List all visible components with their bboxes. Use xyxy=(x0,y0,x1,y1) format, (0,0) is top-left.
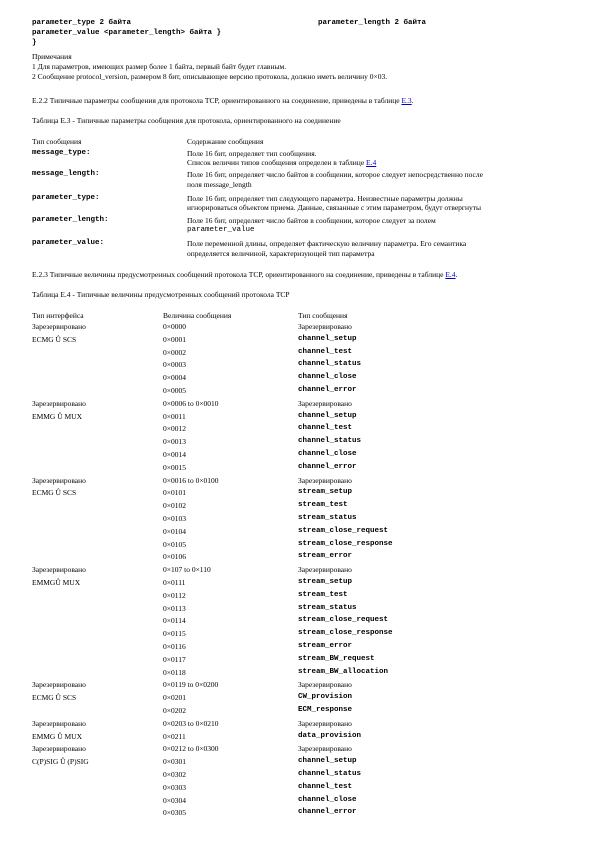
table-e3-row-desc: Поле 16 бит, определяет тип следующего параметра. Неизвестные параметры должны xyxy=(187,194,463,203)
table-e4-cell-value: 0×0105 xyxy=(163,539,186,549)
table-e4-cell-value: 0×0003 xyxy=(163,360,186,370)
table-e4-cell-type: stream_test xyxy=(298,590,348,599)
table-e4-cell-iface: Зарезервировано xyxy=(32,718,86,728)
paragraph-e22 xyxy=(32,96,414,105)
table-e4-cell-value: 0×0004 xyxy=(163,373,186,383)
paragraph-e22-tail: . xyxy=(411,96,414,105)
table-e4-cell-type: CW_provision xyxy=(298,693,353,702)
table-e3-row-desc-text: Список величин типов сообщения определен в таблице xyxy=(187,158,367,167)
table-e4-cell-type: stream_close_response xyxy=(298,539,393,548)
table-e3-row-name: parameter_value: xyxy=(32,239,105,247)
table-e4-cell-value: 0×0118 xyxy=(163,667,186,677)
table-e4-cell-value: 0×0117 xyxy=(163,654,186,664)
table-e4-cell-value: 0×0101 xyxy=(163,488,186,498)
table-e4-cell-type: channel_setup xyxy=(298,411,357,420)
table-e4-cell-type: channel_test xyxy=(298,782,353,791)
table-e4-cell-value: 0×0112 xyxy=(163,590,186,600)
table-e4-cell-type: channel_test xyxy=(298,424,353,433)
table-e4-cell-value: 0×0201 xyxy=(163,693,186,703)
table-e4-cell-iface: ECMG Û SCS xyxy=(32,488,77,498)
table-e3-row-name: parameter_length: xyxy=(32,216,109,224)
table-e4-cell-type: Зарезервировано xyxy=(298,398,352,408)
table-e4-cell-type: channel_status xyxy=(298,360,362,369)
table-e4-cell-value: 0×0104 xyxy=(163,526,186,536)
table-e4-cell-value: 0×0305 xyxy=(163,808,186,818)
table-e3-row-desc: игнорироваться объектом приема. Данные, связанные с этим параметром, будут отвергнуты xyxy=(187,203,482,212)
table-e4-cell-iface: Зарезервировано xyxy=(32,565,86,575)
table-e3-row-desc: определяется величиной, характеризующей тип параметра xyxy=(187,249,375,258)
paragraph-e23 xyxy=(32,270,457,279)
table-e4-cell-type: stream_setup xyxy=(298,578,353,586)
table-e4-cell-type: Зарезервировано xyxy=(298,680,352,690)
table-e4-cell-type: stream_BW_request xyxy=(298,654,375,663)
table-e4-cell-iface: Зарезервировано xyxy=(32,680,86,690)
table-e4-cell-type: stream_status xyxy=(298,514,357,522)
table-e3-link[interactable]: Е.3 xyxy=(401,96,412,105)
table-e3-header-desc: Содержание сообщения xyxy=(187,137,264,146)
table-e4-cell-type: stream_status xyxy=(298,603,357,612)
table-e3-row-name: message_length: xyxy=(32,170,100,178)
table-e4-cell-value: 0×0012 xyxy=(163,424,186,434)
table-e4-cell-iface: Зарезервировано xyxy=(32,322,86,331)
table-e3-row-desc: Поле 16 бит, определяет число байтов в сообщении, которое следует за полем xyxy=(187,216,436,225)
table-e4-cell-type: channel_error xyxy=(298,386,357,394)
table-e4-cell-type: channel_setup xyxy=(298,334,357,343)
syntax-line-1b: parameter_length 2 байта xyxy=(318,19,427,27)
table-e4-cell-value: 0×0001 xyxy=(163,334,186,344)
table-e4-caption: Таблица Е.4 - Типичные величины предусмотренных сообщений протокола TCP xyxy=(32,290,290,299)
table-e4-cell-value: 0×0103 xyxy=(163,514,186,523)
table-e4-cell-type: data_provision xyxy=(298,731,362,740)
table-e4-cell-value: 0×0102 xyxy=(163,501,186,511)
table-e4-cell-value: 0×0115 xyxy=(163,629,186,639)
table-e4-cell-value: 0×107 to 0×110 xyxy=(163,565,211,575)
table-e3-row-desc: Поле 16 бит, определяет число байтов в сообщении, которое следует непосредственно после xyxy=(187,170,483,179)
table-e3-row-desc: parameter_value xyxy=(187,226,255,234)
table-e4-cell-type: stream_error xyxy=(298,642,353,650)
table-e4-cell-type: stream_BW_allocation xyxy=(298,667,389,676)
table-e4-cell-value: 0×0000 xyxy=(163,322,186,331)
table-e4-cell-value: 0×0302 xyxy=(163,770,186,779)
table-e4-link[interactable]: Е.4 xyxy=(366,158,377,167)
table-e4-cell-value: 0×0005 xyxy=(163,386,186,395)
table-e4-cell-value: 0×0002 xyxy=(163,347,186,357)
table-e4-cell-iface: Зарезервировано xyxy=(32,475,86,485)
table-e4-link[interactable]: Е.4 xyxy=(445,270,456,279)
table-e4-cell-value: 0×0203 to 0×0210 xyxy=(163,718,219,728)
table-e3-row-desc: Поле переменной длины, определяет фактическую величину параметра. Его семантика xyxy=(187,239,467,248)
table-e4-cell-value: 0×0304 xyxy=(163,795,186,805)
paragraph-e23-text: Е.2.3 Типичные величины предусмотренных сообщений протокола TCP, ориентированного на соединение, приведены в таблице xyxy=(32,270,446,279)
table-e3-header-name: Тип сообщения xyxy=(32,137,82,146)
table-e4-cell-value: 0×0015 xyxy=(163,462,186,472)
table-e4-cell-type: channel_error xyxy=(298,808,357,817)
table-e4-cell-type: stream_close_response xyxy=(298,629,393,638)
table-e4-cell-value: 0×0119 to 0×0200 xyxy=(163,680,219,690)
table-e3-row-name: message_type: xyxy=(32,149,91,157)
table-e4-cell-type: Зарезервировано xyxy=(298,322,352,331)
table-e4-cell-iface: C(P)SIG Û (P)SIG xyxy=(32,757,89,767)
table-e4-cell-type: Зарезервировано xyxy=(298,475,352,485)
table-e4-cell-type: stream_error xyxy=(298,552,353,561)
table-e4-cell-type: stream_setup xyxy=(298,488,353,497)
table-e4-cell-type: channel_test xyxy=(298,347,353,356)
note-1: 1 Для параметров, имеющих размер более 1 байта, первый байт будет главным. xyxy=(32,62,287,71)
syntax-line-2: parameter_value <parameter_length> байтa } xyxy=(32,29,222,37)
table-e3-row-desc: Поле 16 бит, определяет тип сообщения. xyxy=(187,149,317,158)
table-e4-cell-value: 0×0301 xyxy=(163,757,186,767)
table-e4-cell-value: 0×0116 xyxy=(163,642,186,651)
table-e4-cell-value: 0×0111 xyxy=(163,578,186,587)
table-e4-cell-value: 0×0303 xyxy=(163,782,186,792)
table-e4-cell-type: Зарезервировано xyxy=(298,744,352,754)
table-e4-cell-iface: EMMGÛ MUX xyxy=(32,578,81,587)
syntax-line-3: } xyxy=(32,39,37,47)
paragraph-e23-tail: . xyxy=(455,270,458,279)
table-e4-cell-type: channel_setup xyxy=(298,757,357,766)
table-e4-cell-type: channel_close xyxy=(298,795,357,804)
table-e3-row-name: parameter_type: xyxy=(32,194,100,202)
table-e4-cell-value: 0×0212 to 0×0300 xyxy=(163,744,219,754)
table-e3-row-desc: поля message_length xyxy=(187,180,252,189)
table-e4-cell-type: channel_close xyxy=(298,450,357,458)
table-e4-header-iface: Тип интерфейса xyxy=(32,311,84,320)
table-e4-cell-iface: EMMG Û MUX xyxy=(32,411,83,421)
table-e4-cell-type: stream_close_request xyxy=(298,526,389,535)
notes-title: Примечания xyxy=(32,52,72,61)
paragraph-e22-text: Е.2.2 Типичные параметры сообщения для протокола TCP, ориентированного на соединение, приведены в таблице xyxy=(32,96,402,105)
table-e4-cell-type: channel_error xyxy=(298,462,357,471)
table-e4-cell-value: 0×0114 xyxy=(163,616,186,626)
table-e4-cell-type: Зарезервировано xyxy=(298,718,352,728)
table-e4-cell-value: 0×0106 xyxy=(163,552,186,562)
table-e4-cell-type: stream_close_request xyxy=(298,616,389,625)
syntax-line-1a: parameter_type 2 байта xyxy=(32,19,132,27)
table-e4-cell-value: 0×0006 to 0×0010 xyxy=(163,398,219,408)
table-e4-cell-type: channel_status xyxy=(298,437,362,446)
table-e4-cell-type: stream_test xyxy=(298,501,348,510)
table-e3-row-desc xyxy=(187,158,376,167)
table-e3-caption: Таблица Е.3 - Типичные параметры сообщения для протокола, ориентированного на соединение xyxy=(32,116,341,125)
table-e4-cell-type: Зарезервировано xyxy=(298,565,352,575)
table-e4-cell-iface: EMMG Û MUX xyxy=(32,731,83,741)
table-e4-cell-value: 0×0211 xyxy=(163,731,186,741)
table-e4-cell-iface: Зарезервировано xyxy=(32,398,86,408)
table-e4-cell-value: 0×0013 xyxy=(163,437,186,447)
table-e4-cell-iface: Зарезервировано xyxy=(32,744,86,754)
table-e4-header-value: Величина сообщения xyxy=(163,311,232,320)
table-e4-cell-iface: ECMG Û SCS xyxy=(32,334,77,344)
table-e4-cell-type: channel_status xyxy=(298,770,362,778)
table-e4-cell-value: 0×0016 to 0×0100 xyxy=(163,475,219,485)
table-e4-cell-value: 0×0011 xyxy=(163,411,186,421)
table-e4-cell-value: 0×0014 xyxy=(163,450,186,459)
note-2: 2 Сообщение protocol_version, размером 8 бит, описывающее версию протокола, должно иметь величину 0×03. xyxy=(32,72,388,81)
table-e4-header-type: Тип сообщения xyxy=(298,311,348,320)
table-e4-cell-value: 0×0113 xyxy=(163,603,186,613)
table-e4-cell-type: channel_close xyxy=(298,373,357,382)
table-e4-cell-iface: ECMG Û SCS xyxy=(32,693,77,703)
table-e4-cell-type: ECM_response xyxy=(298,706,353,714)
table-e4-cell-value: 0×0202 xyxy=(163,706,186,715)
